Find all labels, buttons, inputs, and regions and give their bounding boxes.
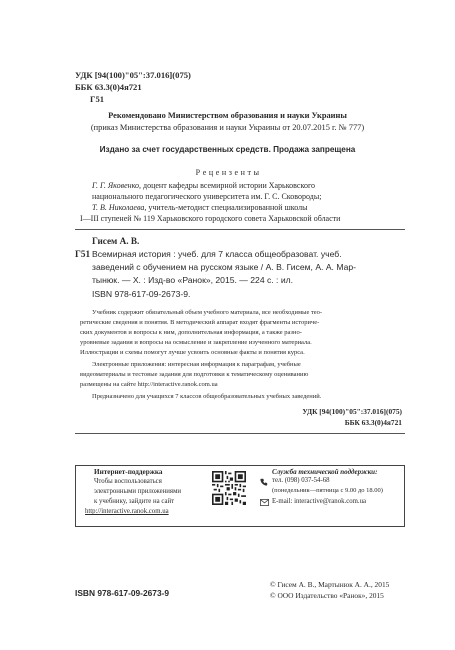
catalog-code: Г51 [90, 94, 105, 104]
reviewer-2-position: учитель-методист специализированной школы [148, 203, 308, 212]
footer-copyright-publisher: © ООО Издательство «Ранок», 2015 [270, 591, 384, 600]
annotation-line-8: размещены на сайте http://interactive.ranok.com.ua [80, 381, 218, 388]
catalog-author: Гисем А. В. [92, 236, 140, 246]
phone-icon [260, 478, 268, 486]
annotation-line-4: уровневые задания и вопросы на осмысление и закрепление изученного материала. [80, 339, 312, 346]
reviewer-1-position: доцент кафедры всемирной истории Харьковского [143, 181, 316, 190]
reviewer-1-name: Г. Г. Яковенко, [92, 181, 142, 190]
annotation-bbk: ББК 63.3(0)4я721 [344, 418, 402, 427]
recommendation-line-2: (приказ Министерства образования и науки Украины от 20.07.2015 г. № 777) [90, 123, 365, 132]
divider-top [75, 229, 405, 230]
annotation-line-7: видеоматериалы и тестовые задания для подготовки к тематическому оцениванию [80, 371, 309, 378]
reviewer-2-line-1 [92, 203, 307, 212]
footer-copyright-authors: © Гисем А. В., Мартынюк А. А., 2015 [270, 580, 390, 589]
footer-isbn: ISBN 978-617-09-2673-9 [75, 588, 170, 598]
support-link[interactable]: http://interactive.ranok.com.ua [85, 508, 169, 515]
recommendation-line-1: Рекомендовано Министерством образования и науки Украины [108, 111, 347, 120]
catalog-code-left: Г51 [75, 249, 91, 259]
tech-support-title: Служба технической поддержки: [272, 468, 378, 476]
catalog-line-2: заведений с обучением на русском языке / А. В. Гисем, А. А. Мар- [92, 262, 357, 272]
catalog-line-3: тынюк. — Х. : Изд-во «Ранок», 2015. — 224 с. : ил. [92, 275, 294, 285]
bbk-code: ББК 63.3(0)4я721 [75, 82, 142, 92]
annotation-line-2: ретические сведения и понятия. В методический аппарат входят фрагменты историче- [80, 319, 320, 326]
tech-phone[interactable]: тел. (098) 037-54-68 [272, 477, 330, 484]
support-line-2: электронными приложениями [94, 488, 182, 495]
reviewer-2-line-2: I—III ступеней № 119 Харьковского городского совета Харьковской области [80, 214, 341, 223]
support-line-3: к учебнику, зайдите на сайт [94, 498, 175, 505]
support-line-1: Чтобы воспользоваться [94, 478, 162, 485]
funding-notice: Издано за счет государственных средств. Продажа запрещена [99, 145, 356, 154]
annotation-line-9: Предназначено для учащихся 7 классов общеобразовательных учебных заведений. [92, 393, 322, 400]
catalog-line-1: Всемирная история : учеб. для 7 класса общеобразоват. учеб. [92, 249, 342, 259]
annotation-udk: УДК [94(100)"05":37.016](075) [302, 407, 402, 416]
udk-code: УДК [94(100)"05":37.016](075) [75, 70, 191, 80]
annotation-line-1: Учебник содержит обязательный объем учебного материала, все необходимые тео- [92, 309, 323, 316]
support-title: Интернет-поддержка [94, 468, 163, 476]
divider-bottom [75, 433, 405, 434]
reviewer-1-line-1 [92, 181, 315, 190]
reviewer-1-line-2: национального педагогического университета им. Г. С. Сковороды; [92, 192, 322, 201]
annotation-line-5: Иллюстрации и схемы помогут лучше усвоить основные факты и понятия курса. [80, 349, 305, 356]
annotation-line-3: ских документов и вопросы к ним, дополнительная информация, а также разно- [80, 329, 302, 336]
reviewer-2-name: Т. В. Николаева, [92, 203, 147, 212]
email-icon [260, 499, 269, 506]
tech-hours: (понедельник—пятница с 9.00 до 18.00) [272, 487, 383, 494]
tech-email[interactable]: E-mail: interactive@ranok.com.ua [272, 498, 367, 505]
annotation-line-6: Электронные приложения: интересная информация к параграфам, учебные [92, 361, 301, 368]
catalog-isbn: ISBN 978-617-09-2673-9. [92, 289, 191, 299]
reviewers-heading: Р е ц е н з е н т ы [195, 168, 260, 177]
qr-code-icon[interactable] [212, 471, 246, 505]
